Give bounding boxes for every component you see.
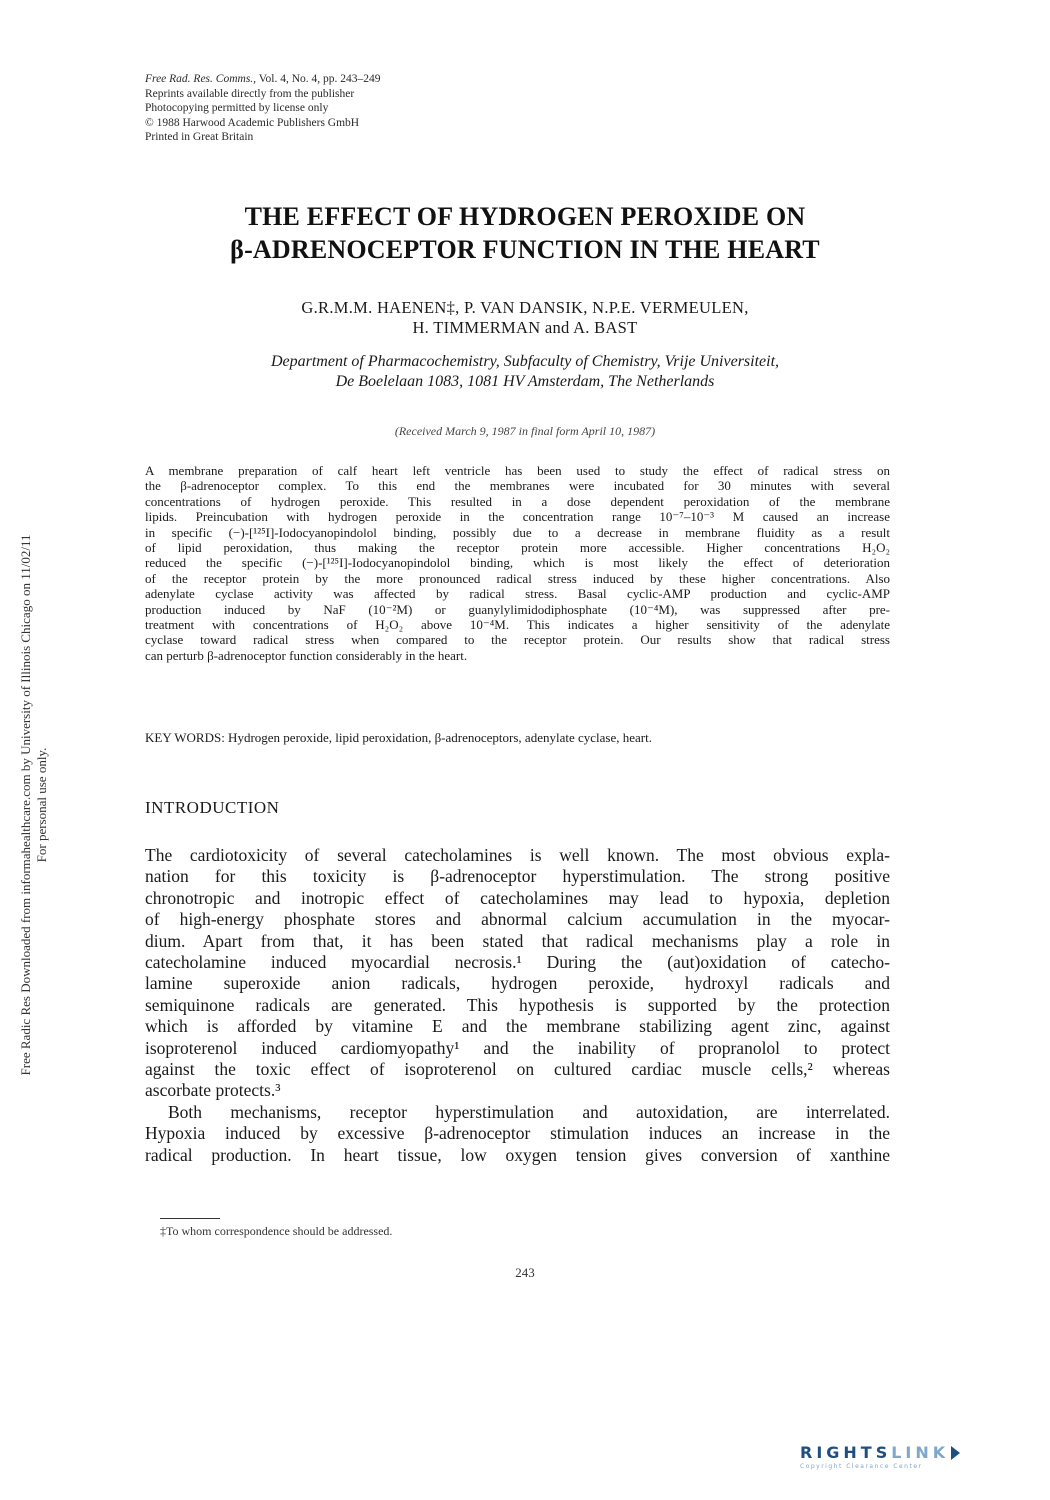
affiliation-line: Department of Pharmacochemistry, Subfaculty of Chemistry, Vrije Universiteit, <box>270 353 780 370</box>
text-line: semiquinone radicals are generated. This hypothesis is supported by the protection <box>145 994 890 1015</box>
footnote: ‡To whom correspondence should be addressed. <box>160 1224 393 1238</box>
journal-header <box>145 72 381 145</box>
abstract-line: can perturb β-adrenoceptor function considerably in the heart. <box>145 647 468 663</box>
page-number: 243 <box>515 1265 535 1280</box>
abstract-line: adenylate cyclase activity was affected by radical stress. Basal cyclic-AMP production and cyclic-AMP <box>145 586 890 602</box>
text-line: which is afforded by vitamine E and the membrane stabilizing agent zinc, against <box>145 1016 890 1037</box>
journal-reference: Free Rad. Res. Comms., Vol. 4, No. 4, pp. 243–249 <box>145 73 381 85</box>
author-line: G.R.M.M. HAENEN‡, P. VAN DANSIK, N.P.E. VERMEULEN, <box>301 298 749 317</box>
section-heading-introduction: INTRODUCTION <box>145 798 280 817</box>
text-line: The cardiotoxicity of several catecholamines is well known. The most obvious expla- <box>145 845 890 865</box>
text-line: Both mechanisms, receptor hyperstimulation and autoxidation, are interrelated. <box>168 1101 890 1122</box>
text-line: nation for this toxicity is β-adrenoceptor hyperstimulation. The strong positive <box>145 866 890 887</box>
text-line: lamine superoxide anion radicals, hydrogen peroxide, hydroxyl radicals and <box>145 973 890 994</box>
article-title <box>120 200 930 266</box>
abstract-line: of lipid peroxidation, thus making the receptor protein more accessible. Higher concentrations H₂O₂ <box>145 540 890 556</box>
stamp-line: For personal use only. <box>34 747 49 863</box>
abstract-line: in specific (−)-[¹²⁵I]-Iodocyanopindolol binding, possibly due to a decrease in membrane fluidity as a result <box>145 524 890 540</box>
abstract-line: concentrations of hydrogen peroxide. This resulted in a dose dependent peroxidation of the membrane <box>145 493 890 509</box>
received-dates: (Received March 9, 1987 in final form April 10, 1987) <box>394 424 656 438</box>
abstract-line: treatment with concentrations of H₂O₂ above 10⁻⁴M. This indicates a higher sensitivity of the adenylate <box>145 617 890 633</box>
header-line: © 1988 Harwood Academic Publishers GmbH <box>145 116 360 129</box>
abstract-line: production induced by NaF (10⁻²M) or guanylylimidodiphosphate (10⁻⁴M), was suppressed after pre- <box>145 601 890 617</box>
rightslink-tagline: Copyright Clearance Center <box>800 1463 923 1470</box>
introduction-body <box>145 845 890 1166</box>
abstract <box>145 463 890 663</box>
header-line: Reprints available directly from the publisher <box>145 87 355 100</box>
title-line: THE EFFECT OF HYDROGEN PEROXIDE ON <box>244 202 806 231</box>
author-line: H. TIMMERMAN and A. BAST <box>412 318 638 337</box>
affiliation <box>120 352 930 392</box>
affiliation-line: De Boelelaan 1083, 1081 HV Amsterdam, The Netherlands <box>335 373 715 390</box>
text-line: ascorbate protects.³ <box>145 1080 281 1101</box>
download-stamp <box>18 370 50 1240</box>
text-line: of high-energy phosphate stores and abnormal calcium accumulation in the myocar- <box>145 909 890 930</box>
paragraph <box>145 1102 890 1166</box>
abstract-line: the β-adrenoceptor complex. To this end the membranes were incubated for 30 minutes with several <box>145 478 890 494</box>
author-list <box>120 298 930 338</box>
stamp-line: Free Radic Res Downloaded from informahealthcare.com by University of Illinois Chicago on 11/02/11 <box>18 534 33 1076</box>
abstract-line: A membrane preparation of calf heart left ventricle has been used to study the effect of radical stress on <box>145 463 890 478</box>
abstract-line: lipids. Preincubation with hydrogen peroxide in the concentration range 10⁻⁷–10⁻³ M caused an increase <box>145 509 890 525</box>
text-line: chronotropic and inotropic effect of catecholamines may lead to hypoxia, depletion <box>145 887 890 908</box>
abstract-line: reduced the specific (−)-[¹²⁵I]-Iodocyanopindolol binding, which is most likely the effect of deterioration <box>145 555 890 571</box>
text-line: radical production. In heart tissue, low oxygen tension gives conversion of xanthine <box>145 1144 890 1165</box>
title-line: β-ADRENOCEPTOR FUNCTION IN THE HEART <box>230 235 820 264</box>
footnote-divider <box>160 1218 220 1219</box>
rightslink-wordmark: RIGHTSLINK <box>800 1443 1030 1462</box>
text-line: isoproterenol induced cardiomyopathy¹ and the inability of propranolol to protect <box>145 1037 890 1058</box>
key-words: KEY WORDS: Hydrogen peroxide, lipid peroxidation, β-adrenoceptors, adenylate cyclase, heart. <box>145 730 652 745</box>
chevron-icon <box>951 1446 960 1460</box>
abstract-line: cyclase toward radical stress when compared to the receptor protein. Our results show that radical stress <box>145 632 890 648</box>
text-line: Hypoxia induced by excessive β-adrenoceptor stimulation induces an increase in the <box>145 1123 890 1144</box>
paragraph <box>145 845 890 1102</box>
text-line: dium. Apart from that, it has been stated that radical mechanisms play a role in <box>145 930 890 951</box>
text-line: against the toxic effect of isoproterenol on cultured cardiac muscle cells,² whereas <box>145 1059 890 1080</box>
header-line: Printed in Great Britain <box>145 131 254 143</box>
text-line: catecholamine induced myocardial necrosis.¹ During the (aut)oxidation of catecho- <box>145 952 890 973</box>
rightslink-logo[interactable] <box>800 1443 1030 1473</box>
header-line: Photocopying permitted by license only <box>145 102 329 114</box>
abstract-line: of the receptor protein by the more pronounced radical stress induced by these higher concentrations. Also <box>145 570 890 586</box>
